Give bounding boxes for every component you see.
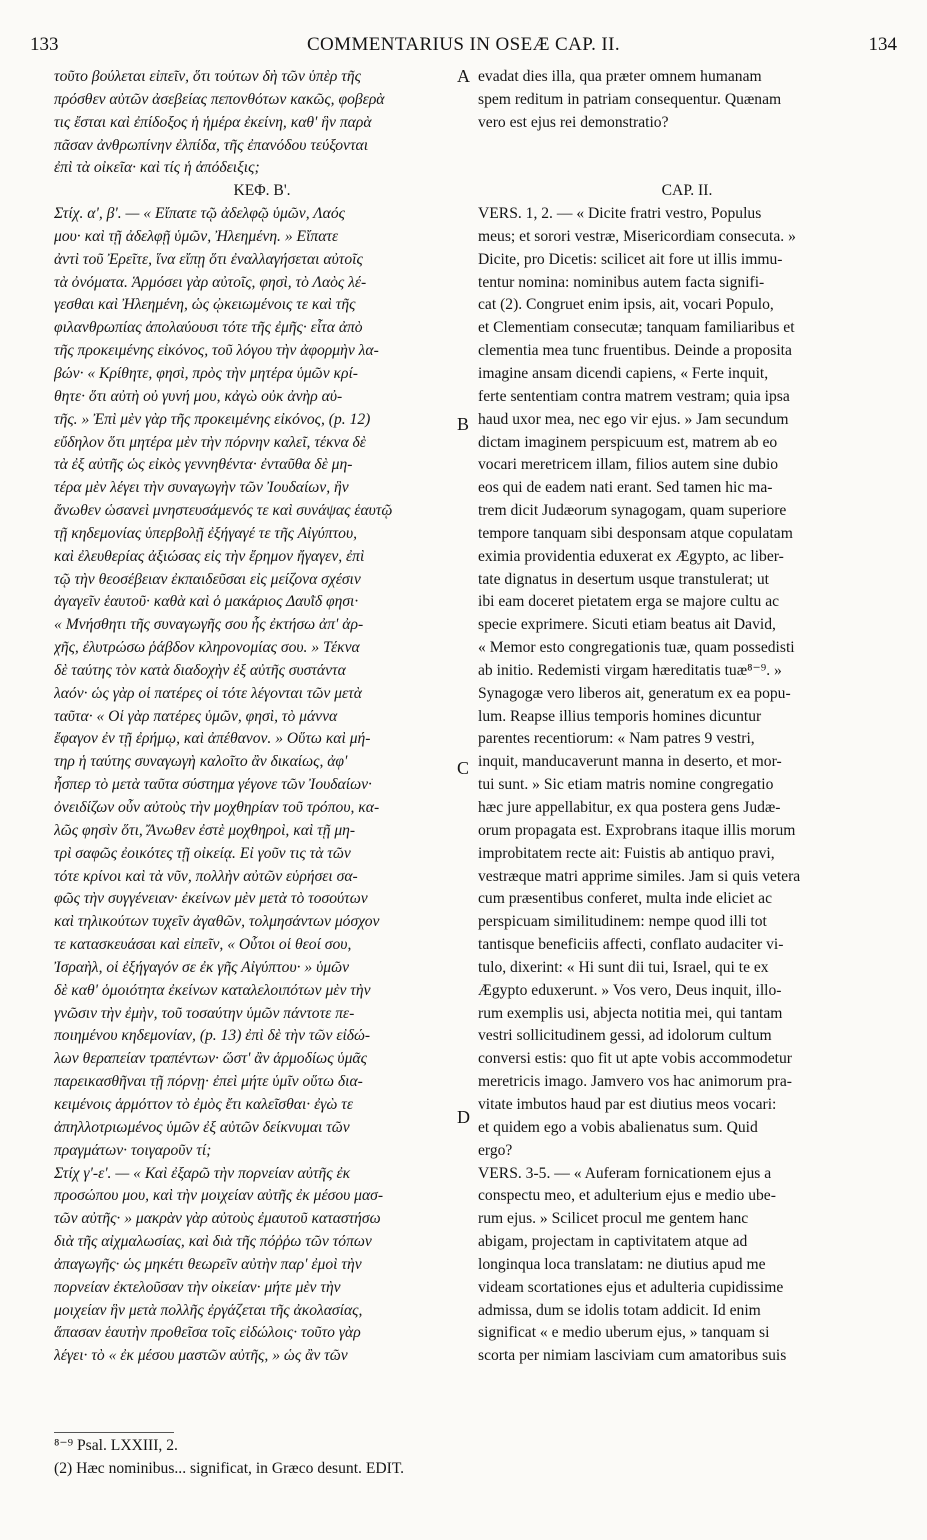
latin-text-line: inquit, manducaverunt manna in deserto, et mor- — [478, 753, 782, 771]
latin-text-line: spem reditum in patriam consequentur. Quænam — [478, 90, 782, 108]
greek-text-line: ἔφαγον ἐν τῇ ἐρήμῳ, καὶ ἀπέθανον. » Οὕτω καὶ μή- — [54, 730, 371, 748]
greek-text-line: λῶς φησὶν ὅτι, Ἄνωθεν ἐστὲ μοχθηροὶ, καὶ τῇ μη- — [54, 821, 356, 839]
greek-text-line: τὰ ἐξ αὐτῆς ὡς εἰκὸς γεννηθέντα· ἐνταῦθα δὲ μη- — [54, 456, 353, 474]
latin-text-line: orum propagata est. Exprobrans itaque illis morum — [478, 821, 796, 839]
greek-text-line: γεσθαι καὶ Ἠλεημένη, ὡς ᾠκειωμένοις τε καὶ τῆς — [54, 296, 356, 314]
greek-text-line: μου· καὶ τῇ ἀδελφῇ ὑμῶν, Ἠλεημένη. » Εἴπατε — [54, 227, 339, 245]
greek-text-line: φιλανθρωπίας ἀπολαύουσι τότε τῆς ἐμῆς· εἶτα ἀπὸ — [54, 319, 363, 337]
greek-text-line: ταῦτα· « Οἱ γὰρ πατέρες ὑμῶν, φησὶ, τὸ μάννα — [54, 707, 338, 725]
page-number-right: 134 — [868, 34, 897, 55]
margin-marker-c: C — [457, 758, 470, 778]
latin-text-line — [478, 135, 896, 158]
greek-text-line: ἄνωθεν ὡσανεὶ μνηστευσάμενός τε καὶ συνάψας ἑαυτῷ — [54, 502, 393, 520]
latin-text-line: eos qui de eadem nati erant. Sed tamen hic ma- — [478, 479, 773, 497]
latin-text-line: VERS. 3-5. — « Auferam fornicationem ejus a — [478, 1164, 772, 1182]
greek-text-line: ὀνειδίζων οὖν αὐτοὺς τὴν μοχθηρίαν τοῦ τρόπου, κα- — [54, 799, 380, 816]
greek-text-line: λέγει· τὸ « ἐκ μέσου μαστῶν αὐτῆς, » ὡς ἂν τῶν — [54, 1347, 348, 1365]
latin-text-line: clementia mea tunc fruentibus. Deinde a proposita — [478, 342, 792, 360]
greek-text-line: γνῶσιν τὴν ἐμὴν, τοῦ τοσαύτην ὑμῶν πάντοτε πε- — [54, 1004, 355, 1022]
latin-text-line: imagine ansam dicendi capiens, « Ferte inquit, — [478, 364, 769, 382]
greek-text-line: πραγμάτων· τοιγαροῦν τί; — [54, 1141, 212, 1159]
latin-text-line: tantisque beneficiis affecti, conflato audaciter vi- — [478, 936, 784, 954]
greek-text-line: παρεικασθῆναι τῇ πόρνῃ· ἐπεὶ μήτε ὑμῖν οὕτω δια- — [54, 1073, 363, 1091]
greek-text-line: Ἰσραὴλ, οἱ ἐξήγαγόν σε ἐκ γῆς Αἰγύπτου· » ὑμῶν — [54, 958, 350, 976]
latin-text-line: ferte sententiam contra matrem vestram; quia ipsa — [478, 387, 790, 405]
latin-text-line: longinqua loca translatam: ne diutius apud me — [478, 1255, 766, 1273]
latin-text-line: Synagogæ vero liberos ait, generatum ex ea popu- — [478, 684, 791, 702]
latin-text-line: tempore tanquam sibi desponsam atque copulatam — [478, 524, 793, 542]
latin-text-line: cat (2). Congruet enim ipsis, ait, vocari Populo, — [478, 296, 774, 314]
greek-text-line: Στίχ. α', β'. — « Εἴπατε τῷ ἀδελφῷ ὑμῶν, Λαός — [54, 205, 345, 223]
latin-text-line: improbitatem recte ait: Fuistis ab antiquo pravi, — [478, 844, 775, 862]
latin-text-line: ergo? — [478, 1141, 513, 1159]
greek-text-line: ἀπηλλοτριωμένος ὑμῶν ἐξ αὐτῶν δείκνυμαι τῶν — [54, 1118, 350, 1136]
latin-text-line: eximia providentia eduxerat ex Ægypto, ac liber- — [478, 547, 784, 565]
latin-text-line: tate dignatus in desertum usque transtulerat; ut — [478, 570, 770, 588]
greek-text-line: « Μνήσθητι τῆς συναγωγῆς σου ἧς ἐκτήσω ἀπ' ἀρ- — [54, 616, 364, 634]
latin-text-line: parentes recentiorum: « Nam patres 9 vestri, — [478, 730, 755, 748]
greek-text-line: ἀπαγωγῆς· ὡς μηκέτι θεωρεῖν αὐτὴν παρ' ἐμοὶ τὴν — [54, 1255, 362, 1273]
greek-text-line: πᾶσαν ἀνθρωπίνην ἐλπίδα, τῆς ἐπανόδου τεύξονται — [54, 136, 369, 154]
greek-text-line: τὰ ὀνόματα. Ἁρμόσει γὰρ αὐτοῖς, φησὶ, τὸ Λαὸς λέ- — [54, 273, 367, 291]
greek-text-line: καὶ ἐλευθερίας ἀξιώσας εἰς τὴν ἔρημον ἤγαγεν, ἐπὶ — [54, 547, 365, 565]
page-number-left: 133 — [30, 34, 59, 55]
greek-text-line: λαόν· ὡς γὰρ οἱ πατέρες οἱ τότε λέγονται τῶν μετὰ — [54, 684, 362, 702]
greek-text-line: τῆς. » Ἐπὶ μὲν γὰρ τῆς προκειμένης εἰκόνος, (p. 12) — [54, 410, 371, 428]
latin-text-line: trem dicit Judæorum synagogam, quam superiore — [478, 502, 787, 520]
greek-text-line: δὲ ταύτης τὸν κατὰ διαδοχὴν ἐξ αὐτῆς συστάντα — [54, 661, 346, 679]
greek-text-line: κειμένοις ἁρμόττον τὸ ἐμὸς ἔτι καλεῖσθαι· ἐγὼ τε — [54, 1095, 353, 1113]
greek-text-line: θητε· ὅτι αὐτὴ οὐ γυνή μου, κἀγὼ οὐκ ἀνὴρ αὐ- — [54, 387, 343, 405]
greek-text-line: τρὶ σαφῶς ἐοικότες τῇ οἰκείᾳ. Εἰ γοῦν τις τὰ τῶν — [54, 844, 351, 862]
latin-text-line: specie exprimere. Sicuti etiam beatus ait David, — [478, 616, 776, 634]
latin-text-line: vitate imbutos haud par est diutius meos vocari: — [478, 1095, 777, 1113]
greek-text-line: φῶς τὴν συγγένειαν· ἐκείνων μὲν μετὰ τὸ τοσούτων — [54, 890, 368, 908]
latin-text-line: ab initio. Redemisti virgam hæreditatis tuæ⁸⁻⁹. » — [478, 661, 782, 679]
latin-text-line: meretricis imago. Jamvero vos hac animorum pra- — [478, 1073, 792, 1091]
latin-text-line: vestræque matri apprime similes. Jam si quis vetera — [478, 867, 801, 885]
latin-text-line: Dicite, pro Dicetis: scilicet ait fore ut illis immu- — [478, 250, 783, 268]
latin-text-line: conversi estis: quo fit ut apte vobis accommodetur — [478, 1050, 792, 1068]
latin-text-line: meus; et sorori vestræ, Misericordiam consecuta. » — [478, 227, 796, 245]
latin-text-line: cum præsentibus conferet, multa inde eliciet ac — [478, 890, 773, 908]
page-header — [30, 34, 897, 60]
latin-text-line: abigam, projectam in captivitatem atque ad — [478, 1233, 748, 1251]
greek-text-line: βών· « Κρίθητε, φησὶ, πρὸς τὴν μητέρα ὑμῶν κρί- — [54, 364, 359, 382]
greek-text-line: πορνείαν ἐκτελοῦσαν τὴν οἰκείαν· μήτε μὲν τὴν — [54, 1278, 341, 1296]
margin-marker-d: D — [457, 1107, 470, 1127]
latin-text-line: « Memor esto congregationis tuæ, quam possedisti — [478, 639, 795, 657]
greek-text-line: τε κατασκευάσαι καὶ εἰπεῖν, « Οὗτοι οἱ θεοί σου, — [54, 936, 352, 954]
latin-text-line: tulo, dixerint: « Hi sunt dii tui, Israel, qui te ex — [478, 958, 769, 976]
greek-text-line: τέρα μὲν λέγει τὴν συναγωγὴν τῶν Ἰουδαίων, ἣν — [54, 479, 349, 497]
running-title: COMMENTARIUS IN OSEÆ CAP. II. — [306, 34, 621, 55]
latin-text-line: evadat dies illa, qua præter omnem humanam — [478, 68, 762, 85]
greek-text-line: ἅπασαν ἑαυτὴν προθεῖσα τοῖς εἰδώλοις· τοῦτο γὰρ — [54, 1324, 361, 1342]
latin-text-line: vero est ejus rei demonstratio? — [478, 113, 669, 131]
latin-text-line: significat « e medio uberum ejus, » tanquam si — [478, 1324, 770, 1342]
greek-text-line: προσώπου μου, καὶ τὴν μοιχείαν αὐτῆς ἐκ μέσου μασ- — [54, 1187, 384, 1205]
latin-text-line: tentur nomina: nominibus autem facta signifi- — [478, 273, 765, 291]
greek-text-line: τηρ ἡ ταύτης συναγωγὴ καλοῖτο ἂν δικαίως, ἀφ' — [54, 753, 348, 771]
greek-text-line: πρόσθεν αὐτῶν ἀσεβείας πεπονθότων κακῶς, φοβερὰ — [54, 90, 385, 108]
greek-column — [54, 66, 470, 1368]
latin-text-line: et Clementiam consecutæ; tanquam familiaribus et — [478, 319, 795, 337]
latin-text-line — [478, 157, 896, 180]
latin-text-line: vocari meretricem illam, filios autem sine dubio — [478, 456, 779, 474]
greek-text-line: ἐπὶ τὰ οἰκεῖα· καὶ τίς ἡ ἀπόδειξις; — [54, 159, 260, 177]
latin-text-line: scorta per nimiam lasciviam cum amatoribus suis — [478, 1347, 787, 1365]
latin-text-line: Ægypto eduxerunt. » Vos vero, Deus inquit, illo- — [478, 981, 782, 999]
greek-text-line: λων θεραπείαν τραπέντων· ὥστ' ἂν ἁρμοδίως ὑμᾶς — [54, 1050, 367, 1068]
greek-text-line: χῆς, ἐλυτρώσω ῥάβδον κληρονομίας σου. » Τέκνα — [54, 639, 360, 657]
greek-text-line: τοῦτο βούλεται εἰπεῖν, ὅτι τούτων δὴ τῶν ὑπὲρ τῆς — [54, 68, 361, 85]
latin-text-line: lum. Reapse illius temporis homines dicuntur — [478, 707, 762, 725]
greek-text-line: μοιχείαν ἣν μετὰ πολλῆς ἐργάζεται τῆς ἀκολασίας, — [54, 1301, 363, 1319]
footnote-psalm: ⁸⁻⁹ Psal. LXXIII, 2. — [54, 1437, 178, 1454]
latin-text-line: CAP. II. — [661, 182, 713, 200]
greek-text-line: ποιημένου κηδεμονίαν, (p. 13) ἐπὶ δὲ τὴν τῶν εἰδώ- — [54, 1027, 371, 1045]
greek-text-line: τότε κρίνοι καὶ τὰ νῦν, πολλὴν αὐτῶν εὑρήσει σα- — [54, 867, 358, 885]
latin-text-line: videam scortationes ejus et adulteria cupidissime — [478, 1278, 784, 1296]
latin-text-line: et quidem ego a vobis abalienatus sum. Quid — [478, 1118, 758, 1136]
footnote-rule — [54, 1432, 174, 1433]
greek-text-line: διὰ τῆς αἰχμαλωσίας, καὶ διὰ τῆς πόῤῥω τῶν τόπων — [54, 1233, 372, 1251]
footnote-editor: (2) Hæc nominibus... significat, in Græco desunt. EDIT. — [54, 1460, 405, 1477]
greek-text-line: τῶν αὐτῆς· » μακρὰν γὰρ αὐτοὺς ἐμαυτοῦ καταστήσω — [54, 1210, 381, 1228]
greek-text-line: ἀγαγεῖν ἑαυτοῦ· καθὰ καὶ ὁ μακάριος Δαυῒδ φησι· — [54, 593, 359, 611]
latin-text-line: admissa, dum se idolis totam addicit. Id enim — [478, 1301, 761, 1319]
latin-text-line: hæc jure appellabitur, ex qua postera gens Judæ- — [478, 799, 781, 816]
latin-text-line: haud uxor mea, nec ego vir ejus. » Jam secundum — [478, 410, 789, 428]
greek-text-line: ἀντὶ τοῦ Ἐρεῖτε, ἵνα εἴπῃ ὅτι ἐναλλαγήσεται αὐτοῖς — [54, 250, 363, 268]
greek-text-line: τῷ τὴν θεοσέβειαν ἐκπαιδεῦσαι εἰς μείζονα σχέσιν — [54, 570, 361, 588]
greek-text-line: ΚΕΦ. Β'. — [233, 182, 291, 200]
latin-text-line: conspectu meo, et adulterium ejus e medio ube- — [478, 1187, 776, 1205]
margin-marker-a: A — [457, 66, 470, 86]
greek-text-line: δὲ καθ' ὁμοιότητα ἐκείνων καταλελοιπότων μὲν τὴν — [54, 981, 371, 999]
latin-text-line: vestri sollicitudinem gessi, ad idolorum cultum — [478, 1027, 772, 1045]
margin-marker-b: B — [457, 414, 470, 434]
latin-text-line: perspicuam similitudinem: nempe quod illi tot — [478, 913, 767, 931]
latin-text-line: rum exemplis usi, abjecta notitia mei, qui tantam — [478, 1004, 783, 1022]
greek-text-line: ἧσπερ τὸ μετὰ ταῦτα σύστημα γέγονε τῶν Ἰουδαίων· — [54, 776, 372, 794]
latin-text-line: rum ejus. » Scilicet procul me gentem hanc — [478, 1210, 749, 1228]
greek-text-line: τῆς προκειμένης εἰκόνος, τοῦ λόγου τὴν ἀφορμὴν λα- — [54, 342, 379, 360]
latin-text-line: dictam imaginem perspicuum est, matrem ab eo — [478, 433, 778, 451]
latin-column — [478, 66, 896, 1368]
greek-text-line: εὔδηλον ὅτι μητέρα μὲν τὴν πόρνην καλεῖ, τέκνα δὲ — [54, 433, 366, 451]
greek-text-line: καὶ τηλικούτων τυχεῖν ἀγαθῶν, τολμησάντων μόσχον — [54, 913, 380, 931]
greek-text-line: τῇ κηδεμονίας ὑπερβολῇ ἐξήγαγέ τε τῆς Αἰγύπτου, — [54, 524, 358, 542]
latin-text-line: ibi eam doceret pietatem erga se majore cultu ac — [478, 593, 780, 611]
greek-text-line: τις ἔσται καὶ ἐπίδοξος ἡ ἡμέρα ἐκείνη, καθ' ἣν παρὰ — [54, 113, 372, 131]
latin-text-line: VERS. 1, 2. — « Dicite fratri vestro, Populus — [478, 205, 762, 223]
greek-text-line: Στίχ γ'-ε'. — « Καὶ ἐξαρῶ τὴν πορνείαν αὐτῆς ἐκ — [54, 1164, 351, 1182]
latin-text-line: tui sunt. » Sic etiam matris nomine congregatio — [478, 776, 774, 794]
